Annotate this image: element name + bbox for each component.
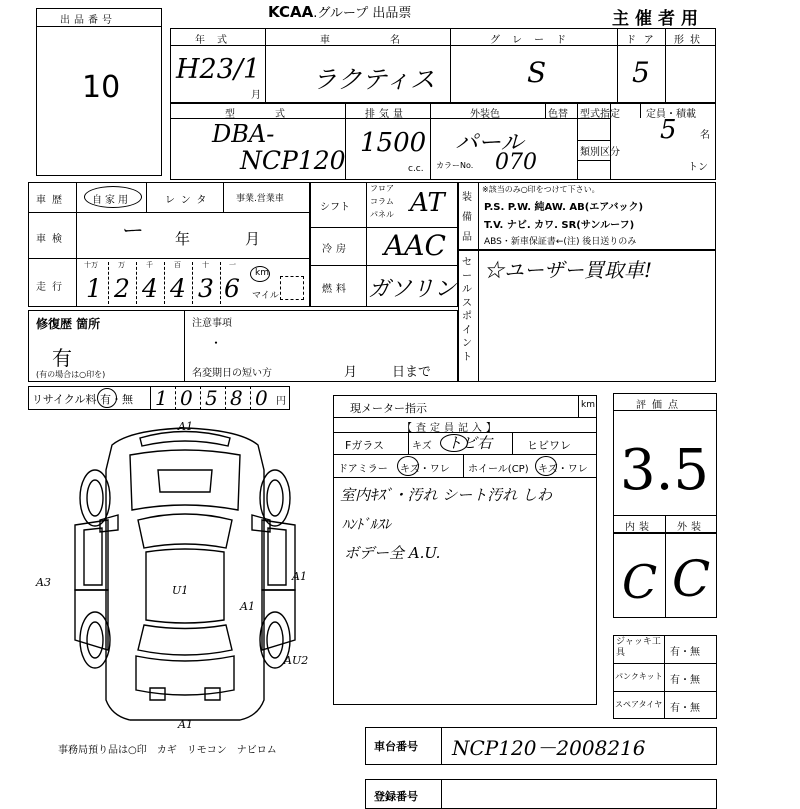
diagram-mark-right-mid: A1 <box>240 600 255 613</box>
mileage-unit-100: 百 <box>174 261 181 269</box>
grade-value: S <box>527 56 547 89</box>
office-note: 事務局預り品は○印 カギ リモコン ナビロム <box>58 745 277 756</box>
floor-label: フロア <box>370 184 394 193</box>
brand-logo: KCAA <box>268 3 314 21</box>
type-designation-label: 型式指定 <box>580 109 620 120</box>
mirror-label: ドアミラー <box>338 464 388 475</box>
chassis-label: 車台番号 <box>374 740 418 753</box>
equipment-line1: P.S. P.W. 純AW. AB(エアバック) <box>484 202 644 213</box>
diagram-mark-rear: A1 <box>178 718 193 731</box>
meter-label: 現メーター指示 <box>350 402 427 415</box>
model-label: 車名 <box>320 35 460 46</box>
displacement-value: 1500 <box>360 128 427 158</box>
fuel-label: 燃料 <box>322 284 350 295</box>
shift-label: シフト <box>320 202 350 213</box>
color-no-label: カラーNo. <box>436 161 474 170</box>
color-change-label: 色替 <box>548 109 568 120</box>
cc-unit: c.c. <box>408 164 424 174</box>
chassis-value: NCP120－2008216 <box>452 736 646 760</box>
mirror-opts: キズ・ワレ <box>400 464 450 475</box>
shift-value: AT <box>410 188 445 218</box>
inspection-year-unit: 年 <box>175 230 191 248</box>
repair-note: (有の場合は○印を) <box>36 370 106 379</box>
column-label: コラム <box>370 197 394 206</box>
brand-subtitle: .グループ 出品票 <box>313 6 412 21</box>
ton-unit: トン <box>688 162 708 173</box>
grade-label: グレード <box>490 35 578 46</box>
recycle-digit-5: 0 <box>255 386 268 410</box>
exterior-value: C <box>672 550 711 608</box>
capacity-label: 定員・積載 <box>646 109 696 120</box>
meter-note-1: 室内ｷｽﾞ・汚れ シート汚れ しわ <box>340 486 553 504</box>
color-no-value: 070 <box>495 150 537 175</box>
score-label: 評価点 <box>636 400 684 411</box>
recycle-digit-3: 5 <box>205 386 218 410</box>
diagram-mark-front: A1 <box>178 420 193 433</box>
inspector-label: 【査定員記入】 <box>402 423 500 434</box>
year-label: 年式 <box>195 35 239 46</box>
meter-note-2: ﾊﾝﾄﾞﾙｽﾚ <box>342 517 391 533</box>
ac-label: 冷房 <box>322 244 350 255</box>
capacity-unit: 名 <box>700 130 710 141</box>
opt-private: 自家用 <box>92 195 131 206</box>
mileage-digit-2: 2 <box>114 274 130 303</box>
equipment-line2: T.V. ナビ. カワ. SR(サンルーフ) <box>484 220 635 231</box>
puncture-label: パンクキット <box>615 672 663 681</box>
jack-label: ジャッキ工具 <box>616 637 661 658</box>
year-month-unit: 月 <box>251 90 261 101</box>
caution-value: ・ <box>210 336 223 350</box>
mileage-digit-5: 3 <box>198 274 214 303</box>
repair-value: 有 <box>52 346 72 370</box>
ac-value: AAC <box>384 229 446 262</box>
recycle-option: 有・無 <box>100 393 133 406</box>
recycle-unit: 円 <box>276 396 286 407</box>
wheel-opts: キズ・ワレ <box>538 464 588 475</box>
diagram-mark-right-rear: AU2 <box>284 654 309 667</box>
wheel-label: ホイール(CP) <box>468 464 529 475</box>
color-label: 外装色 <box>470 109 500 120</box>
crack-label: ヒビワレ <box>527 439 571 452</box>
equipment-note: ※該当のみ○印をつけて下さい。 <box>482 185 600 194</box>
meter-km-unit: km <box>581 400 595 410</box>
mileage-digit-3: 4 <box>142 274 158 303</box>
class-label: 類別区分 <box>580 147 620 158</box>
deadline-day-unit: 日まで <box>392 365 432 380</box>
fglass-opts: キズ <box>412 441 432 452</box>
diagram-mark-roof: U1 <box>172 584 189 597</box>
opt-rental: レンタ <box>165 195 213 206</box>
diagram-mark-right-front: A1 <box>292 570 307 583</box>
lot-number: 10 <box>82 70 121 105</box>
recycle-label: リサイクル料 <box>32 393 97 406</box>
year-value: H23/1 <box>176 54 261 85</box>
mileage-unit-10k: 万 <box>118 261 125 269</box>
lot-label: 出品番号 <box>60 15 116 26</box>
recycle-digit-4: 8 <box>230 386 243 410</box>
fglass-label: Fガラス <box>345 439 384 452</box>
mileage-digit-1: 1 <box>86 274 102 303</box>
exterior-label: 外装 <box>677 522 705 533</box>
model-value: ラクティス <box>312 65 436 94</box>
opt-business: 事業.営業車 <box>236 194 284 204</box>
repair-label: 修復歴 箇所 <box>36 317 101 331</box>
organizer-label: 主催者用 <box>612 9 704 29</box>
displacement-label: 排気量 <box>365 109 407 120</box>
mile-label: マイル <box>252 291 279 301</box>
spare-option: 有・無 <box>670 703 700 714</box>
panel-label: パネル <box>370 210 394 219</box>
registration-label: 登録番号 <box>374 790 418 803</box>
sales-point-label: セールスポイント <box>462 257 472 363</box>
puncture-option: 有・無 <box>670 675 700 686</box>
spare-label: スペアタイヤ <box>615 700 663 709</box>
sales-point-value: ☆ユーザー買取車! <box>484 258 653 282</box>
deadline-month-unit: 月 <box>344 365 358 380</box>
type-label: 型式 <box>225 109 325 120</box>
km-label: km <box>255 268 269 278</box>
inspection-month-unit: 月 <box>245 230 261 248</box>
shape-label: 形状 <box>674 35 706 46</box>
interior-label: 内装 <box>625 522 653 533</box>
jack-option: 有・無 <box>670 647 700 658</box>
mileage-unit-1k: 千 <box>146 261 153 269</box>
capacity-value: 5 <box>660 115 677 145</box>
mileage-digit-6: 6 <box>224 274 240 303</box>
history-label: 車歴 <box>36 195 68 206</box>
inspection-label: 車検 <box>36 234 68 245</box>
caution-label: 注意事項 <box>192 318 232 329</box>
mileage-unit-10: 十 <box>202 261 209 269</box>
interior-value: C <box>622 555 658 609</box>
score-value: 3.5 <box>620 438 710 503</box>
equipment-label: 装備品 <box>462 192 472 243</box>
mileage-label: 走行 <box>36 282 68 293</box>
doors-value: 5 <box>632 56 650 89</box>
fuel-value: ガソリン <box>368 277 457 302</box>
inspection-value: ー <box>120 219 143 244</box>
fglass-value: トビ右 <box>447 434 493 452</box>
diagram-mark-left: A3 <box>36 576 51 589</box>
deadline-label: 名変期日の短い方 <box>192 368 272 379</box>
mileage-digit-4: 4 <box>170 274 186 303</box>
door-label: ドア <box>626 35 662 46</box>
mileage-unit-1: 一 <box>229 261 236 269</box>
equipment-line3: ABS・新車保証書←(注) 後日送りのみ <box>484 237 637 247</box>
meter-note-3: ボデー全 A.U. <box>344 544 441 562</box>
type-value-line1: DBA- <box>212 120 275 148</box>
recycle-digit-1: 1 <box>155 386 168 410</box>
mileage-unit-100k: 十万 <box>84 261 98 269</box>
type-value-line2: NCP120 <box>240 146 346 175</box>
recycle-digit-2: 0 <box>180 386 193 410</box>
color-value: パール <box>455 130 524 156</box>
